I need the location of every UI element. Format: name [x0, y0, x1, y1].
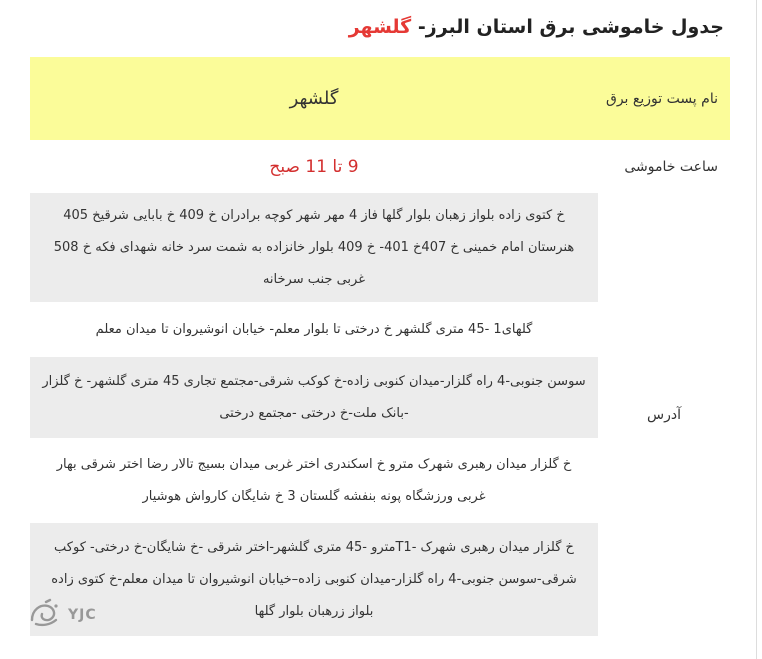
- yjc-logo-icon: [26, 598, 64, 632]
- page-title: [349, 16, 724, 38]
- address-item-3: سوسن جنوبی-4 راه گلزار-میدان کنوبی زاده-خ کوکب شرقی-مجتمع تجاری 45 متری گلشهر- خ گلزار -بانک ملت-خ درختی -مجتمع درختی: [30, 357, 598, 438]
- station-label: نام پست توزیع برق: [598, 57, 730, 140]
- hours-row: [30, 140, 730, 193]
- address-item-4: خ گلزار میدان رهبری شهرک مترو خ اسکندری اختر غربی میدان بسیج تالار رضا اختر شرقی بهار غربی ورزشگاه پونه بنفشه گلستان 3 خ شایگان کارواش هوشیار: [30, 438, 598, 523]
- station-row: [30, 57, 730, 140]
- address-item-2: گلهای1 -45 متری گلشهر خ درختی تا بلوار معلم- خیابان انوشیروان تا میدان معلم: [30, 302, 598, 357]
- outage-table: [30, 57, 730, 636]
- address-item-1: خ کتوی زاده بلواز زهبان بلوار گلها فاز 4 مهر شهر کوچه برادران خ 409 خ بابایی شرقیخ 405 هنرستان امام خمینی خ 407خ 401- خ 409 بلوار خانزاده به شمت سرد خانه شهدای فکه خ 508 غربی جنب سرخانه: [30, 193, 598, 302]
- hours-value: 9 تا 11 صبح: [269, 156, 359, 177]
- station-value: گلشهر: [30, 57, 598, 140]
- page-title-prefix: جدول خاموشی برق استان البرز-: [417, 16, 724, 38]
- address-label: آدرس: [598, 193, 730, 636]
- watermark-text: YJC: [68, 607, 97, 623]
- address-row: [30, 193, 730, 302]
- hours-label: ساعت خاموشی: [624, 158, 718, 175]
- page-title-city: گلشهر: [348, 16, 412, 38]
- yjc-watermark: [26, 598, 97, 632]
- address-item-5: خ گلزار میدان رهبری شهرک -T1مترو -45 متری گلشهر-اختر شرقی -خ شایگان-خ درختی- کوکب شرقی-سوسن جنوبی-4 راه گلزار-میدان کنوبی زاده–خیابان انوشیروان تا میدان معلم-خ کتوی زاده بلواز زرهبان بلوار گلها: [30, 523, 598, 636]
